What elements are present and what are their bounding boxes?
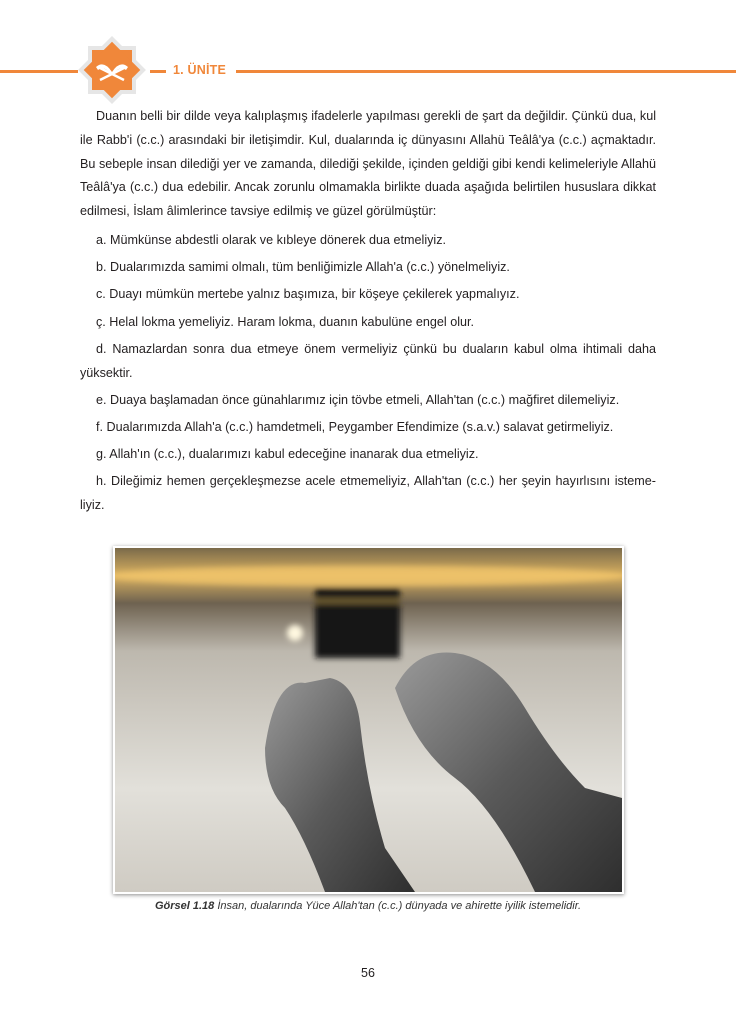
page-number: 56 xyxy=(361,966,375,980)
list-item: c. Duayı mümkün mertebe yalnız başımıza, bir köşeye çekilerek yapmalıyız. xyxy=(96,287,520,302)
list-item: g. Allah'ın (c.c.), dualarımızı kabul edeceğine inanarak dua etmeliyiz. xyxy=(96,447,479,462)
list-item: f. Dualarımızda Allah'a (c.c.) hamdetmeli, Peygamber Efendimize (s.a.v.) salavat getirmeliyiz. xyxy=(96,419,614,434)
list-item: b. Dualarımızda samimi olmalı, tüm benliğimizle Allah'a (c.c.) yönelmeliyiz. xyxy=(96,260,510,275)
figure-caption xyxy=(0,900,736,912)
intro-text: Duanın belli bir dilde veya kalıplaşmış ifadelerle yapılması gerekli de şart da değildir. Çünkü dua, kul ile Rabb'i (c.c.) arasındaki bir iletişimdir. Kul, dualarında iç dünyasını Allahü Teâlâ'ya (c.c.) açmaktadır. Bu sebeple insan dilediği yer ve zamanda, dilediği şekilde, içinden geldiği gibi kendi kelimeleriyle Allahü Teâlâ'ya (c.c.) dua edebilir. Ancak zorunlu olmamakla birlikte duada aşağıda belirtilen hususlara dikkat edilmesi, İslam âlimlerince tavsiye edilmiş ve güzel görülmüştür: xyxy=(80,109,656,219)
unit-label: 1. ÜNİTE xyxy=(173,63,226,77)
photo-illustration xyxy=(115,548,622,892)
list-item: a. Mümkünse abdestli olarak ve kıbleye dönerek dua etmeliyiz. xyxy=(96,233,447,247)
intro-paragraph xyxy=(80,105,656,224)
figure-caption-text: İnsan, dualarında Yüce Allah'tan (c.c.) dünyada ve ahirette iyilik istemelidir. xyxy=(214,900,582,912)
list-item: ç. Helal lokma yemeliyiz. Haram lokma, duanın kabulüne engel olur. xyxy=(96,314,474,329)
quran-on-stand-icon xyxy=(78,36,146,104)
list-item: h. Dileğimiz hemen gerçekleşmezse acele etmemeliyiz, Allah'tan (c.c.) her şeyin hayırlısını isteme-liyiz. xyxy=(80,474,656,513)
figure-label: Görsel 1.18 xyxy=(154,900,215,912)
figure-photo-praying-hands-kaaba xyxy=(113,546,624,894)
header-rule-left xyxy=(0,70,78,73)
header-rule-short xyxy=(150,70,166,73)
list-item: e. Duaya başlamadan önce günahlarımız için tövbe etmeli, Allah'tan (c.c.) mağfiret dilemeliyiz. xyxy=(96,392,620,407)
header-rule-right xyxy=(236,70,736,73)
recommendation-list xyxy=(80,229,656,521)
list-item: d. Namazlardan sonra dua etmeye önem vermeliyiz çünkü bu duaların kabul olma ihtimali daha yüksektir. xyxy=(80,341,656,380)
